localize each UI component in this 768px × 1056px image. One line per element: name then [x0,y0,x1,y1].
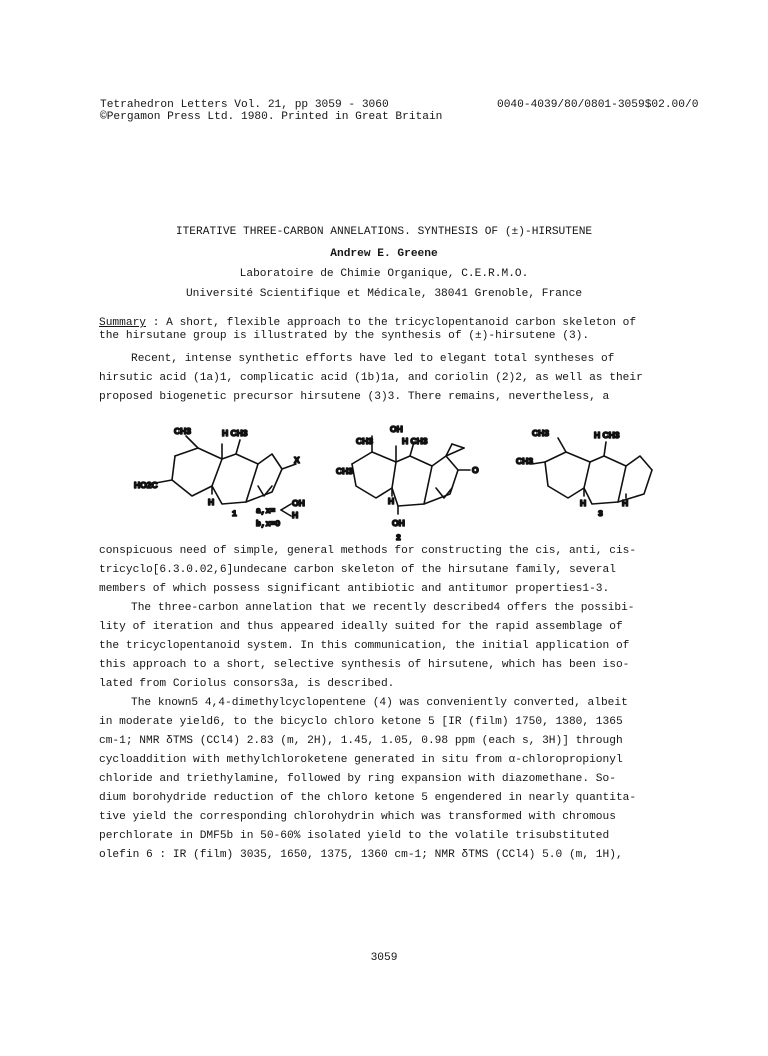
p4-line-4: cycloaddition with methylchloroketene generated in situ from α-chloropropionyl [99,754,623,766]
s1-x-label: X [294,455,300,465]
p3-line-3: the tricyclopentanoid system. In this communication, the initial application of [99,640,630,652]
p3-line-1: The three-carbon annelation that we recently described4 offers the possibi- [131,602,635,614]
p4-line-8: perchlorate in DMF5b in 50-60% isolated yield to the volatile trisubstituted [99,830,610,842]
s3-number: 3 [598,510,603,519]
p1-line-1: Recent, intense synthetic efforts have led to elegant total syntheses of [131,353,615,365]
structure-1 [134,426,305,529]
affiliation-line-1: Laboratoire de Chimie Organique, C.E.R.M.O. [239,268,529,280]
p4-line-6: dium borohydride reduction of the chloro ketone 5 engendered in nearly quantita- [99,792,637,804]
s1-hch3-label: H CH3 [222,428,248,438]
s2-number: 2 [396,534,401,543]
s2-hch3-label: H CH3 [402,436,428,446]
p4-line-5: chloride and triethylamine, followed by ring expansion with diazomethane. So- [99,773,616,785]
p3-line-5: lated from Coriolus consors3a, is described. [99,678,395,690]
s1-variant-a: a,x= [256,507,276,516]
article-code: 0040-4039/80/0801-3059$02.00/0 [497,99,699,111]
affiliation-line-2: Université Scientifique et Médicale, 38041 Grenoble, France [185,288,583,300]
s2-o-label: O [472,465,479,475]
page-number: 3059 [370,952,398,964]
s2-h-label: H [388,496,395,506]
p1-line-2: hirsutic acid (1a)1, complicatic acid (1b)1a, and coriolin (2)2, as well as their [99,372,643,384]
summary-line-2: the hirsutane group is illustrated by the synthesis of (±)-hirsutene (3). [99,330,590,342]
p3-line-2: lity of iteration and thus appeared ideally suited for the rapid assemblage of [99,621,623,633]
p2-line-2: tricyclo[6.3.0.02,6]undecane carbon skeleton of the hirsutane family, several [99,564,616,576]
publisher-line: ©Pergamon Press Ltd. 1980. Printed in Great Britain [100,111,443,123]
s2-ch3-label: CH3 [356,436,374,446]
s1-h2-label: H [292,510,299,520]
p4-line-7: tive yield the corresponding chlorohydrin which was transformed with chromous [99,811,616,823]
structure-2 [336,424,479,543]
s1-number: 1 [232,510,237,519]
s3-h-label: H [580,498,587,508]
p4-line-9: olefin 6 : IR (film) 3035, 1650, 1375, 1360 cm-1; NMR δTMS (CCl4) 5.0 (m, 1H), [99,849,623,861]
s1-variant-b: b,x=O [256,520,281,529]
s2-oh-bottom-label: OH [392,518,405,528]
s1-ho2c-label: HO2C [134,480,158,490]
summary-label: Summary [99,317,146,329]
p2-line-3: members of which possess significant antibiotic and antitumor properties1-3. [99,583,610,595]
p3-line-4: this approach to a short, selective synthesis of hirsutene, which has been iso- [99,659,630,671]
summary-line-1: Summary : A short, flexible approach to the tricyclopentanoid carbon skeleton of [99,317,637,329]
s1-ch3-label: CH3 [174,426,192,436]
author-name: Andrew E. Greene [330,248,438,260]
s3-h2-label: H [622,498,629,508]
p1-line-3: proposed biogenetic precursor hirsutene (3)3. There remains, nevertheless, a [99,391,610,403]
s2-ch3-left-label: CH3 [336,466,354,476]
s3-hch3-label: H CH3 [594,430,620,440]
p2-line-1: conspicuous need of simple, general methods for constructing the cis, anti, cis- [99,545,637,557]
s3-ch3-label: CH3 [532,428,550,438]
s2-oh-top-label: OH [390,424,403,434]
p4-line-1: The known5 4,4-dimethylcyclopentene (4) was conveniently converted, albeit [131,697,628,709]
s1-oh-label: OH [292,498,305,508]
s3-ch3-left-label: CH3 [516,456,534,466]
article-title: ITERATIVE THREE-CARBON ANNELATIONS. SYNTHESIS OF (±)-HIRSUTENE [175,226,593,238]
p4-line-2: in moderate yield6, to the bicyclo chloro ketone 5 [IR (film) 1750, 1380, 1365 [99,716,623,728]
hirsutane-structures-figure [0,414,768,544]
p4-line-3: cm-1; NMR δTMS (CCl4) 2.83 (m, 2H), 1.45, 1.05, 0.98 ppm (each s, 3H)] through [99,735,623,747]
s1-h-label: H [208,497,215,507]
journal-citation: Tetrahedron Letters Vol. 21, pp 3059 - 3060 [100,99,389,111]
structure-3 [516,428,652,519]
